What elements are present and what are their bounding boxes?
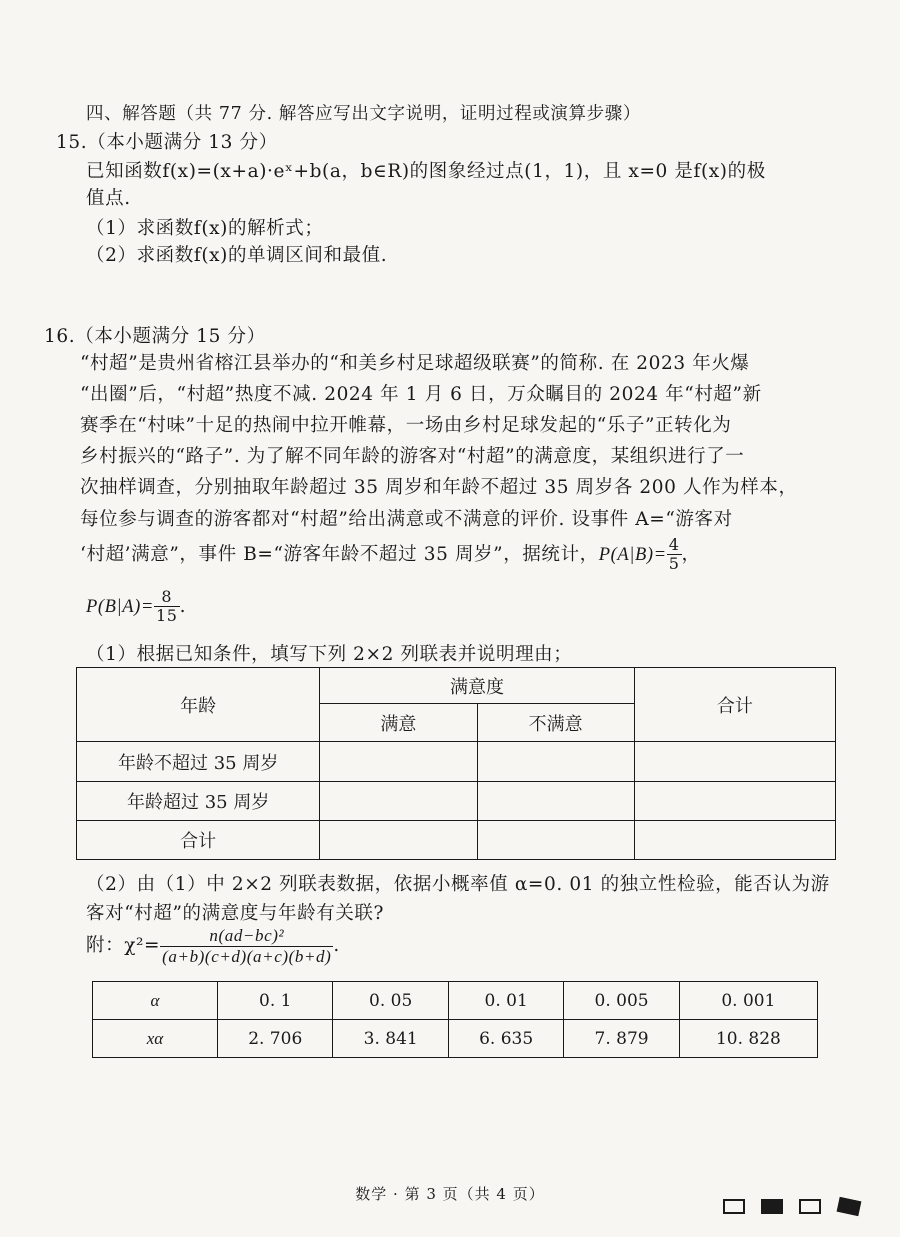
q16-line-2: “出圈”后，“村超”热度不减. 2024 年 1 月 6 日，万众瞩目的 2024 年“村超”新 (80, 384, 762, 405)
critical-value-table (92, 981, 818, 1058)
formula-tail: . (333, 935, 340, 957)
prob2-denominator: 15 (156, 606, 178, 626)
th-unsatisfied: 不满意 (477, 704, 634, 742)
formula-fraction (160, 926, 333, 966)
x-alpha-value: 6. 635 (448, 1020, 563, 1058)
cell-blank (634, 821, 835, 860)
prob1-tail: ， (681, 543, 701, 565)
th-age: 年龄 (77, 668, 320, 742)
q16-part2-line1: （2）由（1）中 2×2 列联表数据，依据小概率值 α=0. 01 的独立性检验，能否认为游 (86, 874, 830, 895)
q15-header: 15.（本小题满分 13 分） (56, 132, 278, 153)
prob1-numerator: 4 (668, 535, 680, 554)
th-satisfied: 满意 (320, 704, 477, 742)
q15-stem-line2: 值点. (86, 188, 131, 209)
prob2-lhs: P(B|A)= (86, 596, 154, 617)
x-alpha-label: xα (93, 1020, 218, 1058)
formula-numerator: n(ad−bc)² (160, 926, 333, 947)
q16-line-1: “村超”是贵州省榕江县举办的“和美乡村足球超级联赛”的简称. 在 2023 年火爆 (80, 353, 750, 374)
x-alpha-value: 2. 706 (218, 1020, 333, 1058)
alpha-label: α (93, 982, 218, 1020)
q16-line-8 (86, 588, 186, 626)
cell-blank (320, 742, 477, 782)
q16-line-6: 每位参与调查的游客都对“村超”给出满意或不满意的评价. 设事件 A=“游客对 (80, 509, 733, 530)
alpha-value: 0. 01 (448, 982, 563, 1020)
q16-line-7 (80, 536, 701, 574)
scan-mark-open (723, 1199, 745, 1214)
q15-part2: （2）求函数f(x)的单调区间和最值. (86, 245, 388, 266)
x-alpha-value: 10. 828 (679, 1020, 817, 1058)
prob2-fraction (154, 588, 180, 626)
row-label-over-35: 年龄超过 35 周岁 (77, 782, 320, 821)
prob2-numerator: 8 (154, 588, 180, 607)
q15-part1: （1）求函数f(x)的解析式； (86, 218, 324, 239)
scan-mark-filled (837, 1197, 862, 1216)
formula-denominator: (a+b)(c+d)(a+c)(b+d) (162, 946, 332, 966)
cell-blank (477, 821, 634, 860)
alpha-value: 0. 005 (564, 982, 679, 1020)
cell-blank (320, 821, 477, 860)
th-satisfaction: 满意度 (320, 668, 634, 704)
prob1-lhs: P(A|B)= (598, 544, 667, 565)
contingency-table (76, 667, 836, 860)
scan-mark-open (799, 1199, 821, 1214)
row-label-under-35: 年龄不超过 35 周岁 (77, 742, 320, 782)
cell-blank (320, 782, 477, 821)
q16-line-7-text: ‘村超’满意”，事件 B=“游客年龄不超过 35 周岁”，据统计， (80, 543, 599, 565)
th-total: 合计 (634, 668, 835, 742)
alpha-value: 0. 05 (333, 982, 448, 1020)
section-title: 四、解答题（共 77 分. 解答应写出文字说明，证明过程或演算步骤） (86, 104, 641, 124)
prob2-tail: . (179, 595, 187, 617)
cell-blank (477, 742, 634, 782)
q16-part1: （1）根据已知条件，填写下列 2×2 列联表并说明理由； (86, 644, 573, 665)
prob1-fraction (667, 536, 682, 574)
q16-part2-line2: 客对“村超”的满意度与年龄有关联? (86, 903, 385, 924)
chi-square-formula (86, 926, 340, 966)
cell-blank (634, 782, 835, 821)
q16-line-3: 赛季在“村味”十足的热闹中拉开帷幕，一场由乡村足球发起的“乐子”正转化为 (80, 415, 732, 436)
formula-prefix: 附：χ²= (86, 935, 161, 957)
q15-stem-line1: 已知函数f(x)=(x+a)·eˣ+b(a，b∈R)的图象经过点(1，1)，且 x=0 是f(x)的极 (86, 161, 766, 182)
row-label-total: 合计 (77, 821, 320, 860)
x-alpha-value: 7. 879 (564, 1020, 679, 1058)
alpha-value: 0. 1 (218, 982, 333, 1020)
q16-header: 16.（本小题满分 15 分） (44, 326, 266, 347)
page-footer: 数学 · 第 3 页（共 4 页） (355, 1185, 545, 1203)
cell-blank (634, 742, 835, 782)
scan-mark-filled (761, 1199, 783, 1214)
cell-blank (477, 782, 634, 821)
q16-line-5: 次抽样调查，分别抽取年龄超过 35 周岁和年龄不超过 35 周岁各 200 人作为样本， (80, 477, 798, 498)
alpha-value: 0. 001 (679, 982, 817, 1020)
q16-line-4: 乡村振兴的“路子”. 为了解不同年龄的游客对“村超”的满意度，某组织进行了一 (80, 446, 745, 467)
prob1-denominator: 5 (668, 554, 680, 574)
x-alpha-value: 3. 841 (333, 1020, 448, 1058)
